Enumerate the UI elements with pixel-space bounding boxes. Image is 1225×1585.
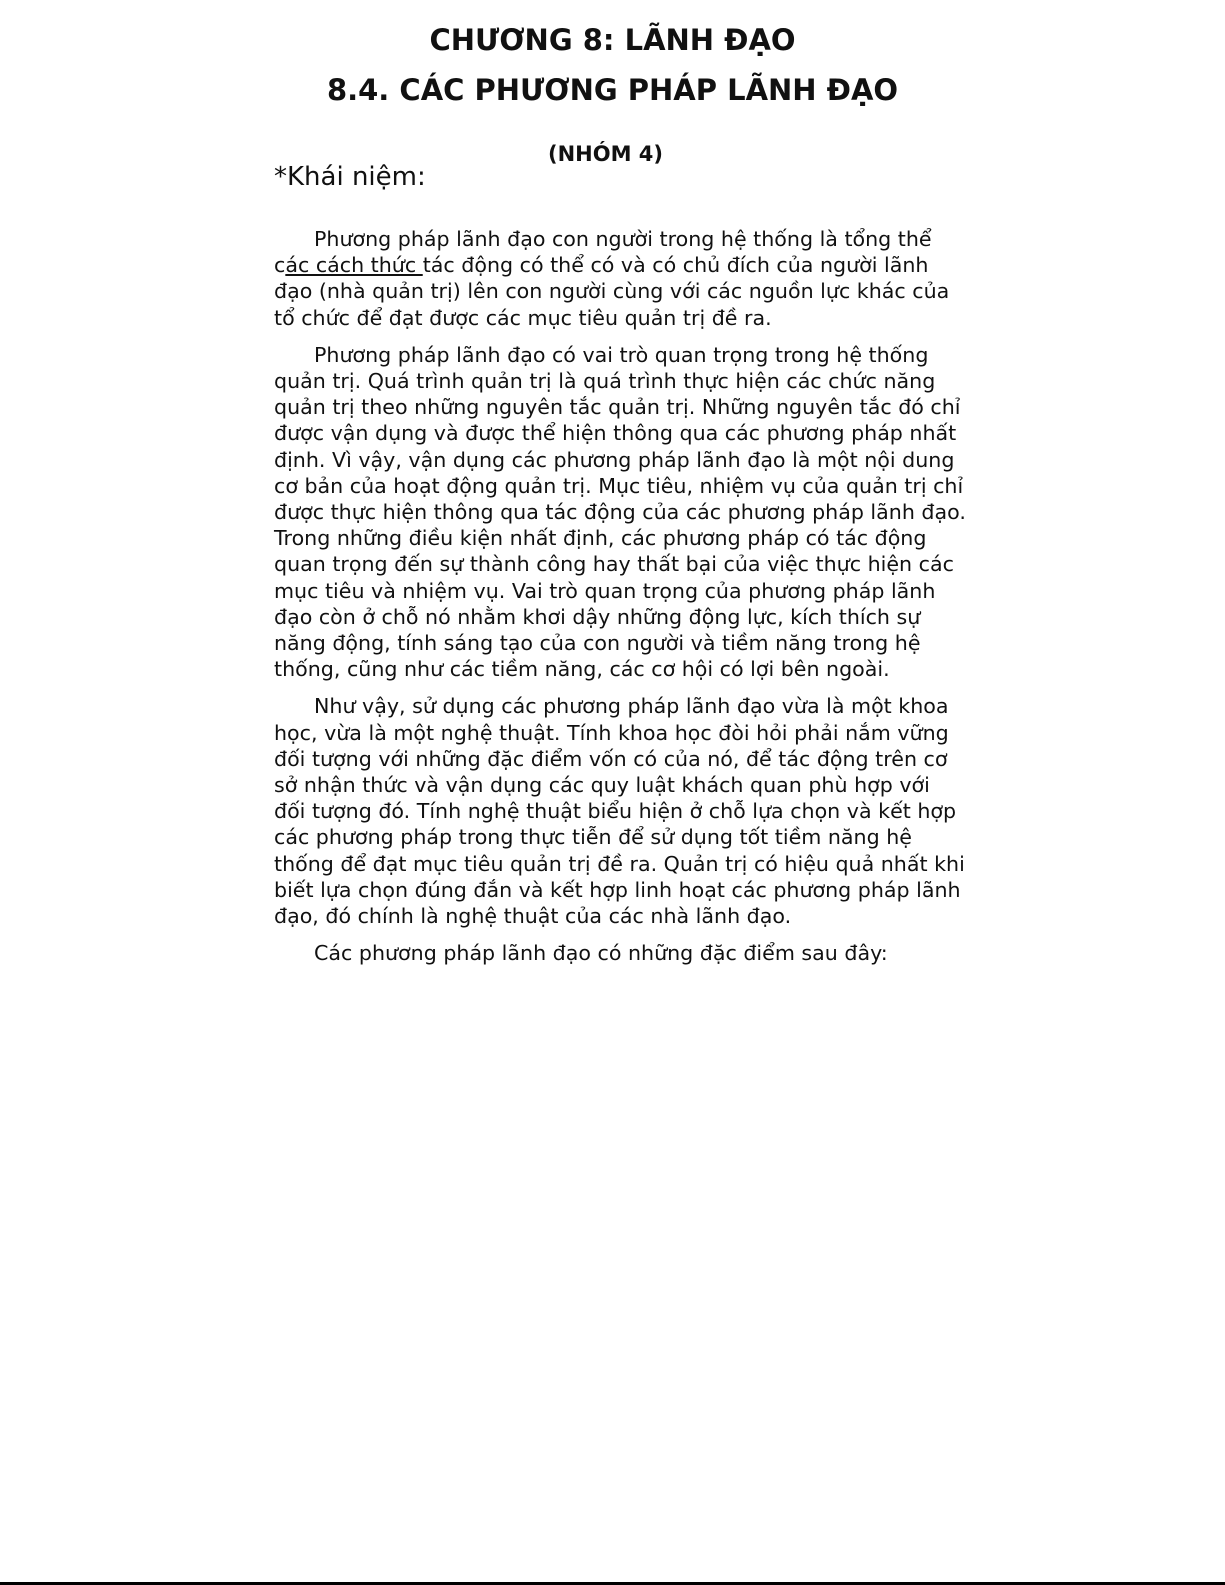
paragraph-definition — [274, 226, 966, 331]
chapter-title: CHƯƠNG 8: LÃNH ĐẠO — [429, 23, 796, 57]
underlined-phrase: ác cách thức — [285, 253, 423, 278]
paragraph-characteristics-intro: Các phương pháp lãnh đạo có những đặc điểm sau đây: — [314, 941, 888, 966]
body-text — [274, 226, 966, 977]
paragraph-definition-start: Phương pháp lãnh đạo con người trong hệ thống là tổng thể c — [274, 227, 932, 278]
paragraph-role: Phương pháp lãnh đạo có vai trò quan trọng trong hệ thống quản trị. Quá trình quản trị là quá trình thực hiện các chức năng quản trị theo những nguyên tắc quản trị. Những nguyên tắc đó chỉ được vận dụng và được thể hiện thông qua các phương pháp nhất định. Vì vậy, vận dụng các phương pháp lãnh đạo là một nội dung cơ bản của hoạt động quản trị. Mục tiêu, nhiệm vụ của quản trị chỉ được thực hiện thông qua tác động của các phương pháp lãnh đạo. Trong những điều kiện nhất định, các phương pháp có tác động quan trọng đến sự thành công hay thất bại của việc thực hiện các mục tiêu và nhiệm vụ. Vai trò quan trọng của phương pháp lãnh đạo còn ở chỗ nó nhằm khơi dậy những động lực, kích thích sự năng động, tính sáng tạo của con người và tiềm năng trong hệ thống, cũng như các tiềm năng, các cơ hội có lợi bên ngoài. — [274, 342, 966, 682]
group-label: (NHÓM 4) — [548, 142, 664, 166]
concept-heading: *Khái niệm: — [274, 162, 426, 192]
paragraph-science-art: Như vậy, sử dụng các phương pháp lãnh đạo vừa là một khoa học, vừa là một nghệ thuật. Tính khoa học đòi hỏi phải nắm vững đối tượng với những đặc điểm vốn có của nó, để tác động trên cơ sở nhận thức và vận dụng các quy luật khách quan phù hợp với đối tượng đó. Tính nghệ thuật biểu hiện ở chỗ lựa chọn và kết hợp các phương pháp trong thực tiễn để sử dụng tốt tiềm năng hệ thống để đạt mục tiêu quản trị đề ra. Quản trị có hiệu quả nhất khi biết lựa chọn đúng đắn và kết hợp linh hoạt các phương pháp lãnh đạo, đó chính là nghệ thuật của các nhà lãnh đạo. — [274, 694, 965, 929]
paragraph-definition-end: tác động có thể có và có chủ đích của người lãnh đạo (nhà quản trị) lên con người cùng với các nguồn lực khác của tổ chức để đạt được các mục tiêu quản trị đề ra. — [274, 253, 950, 330]
section-title: 8.4. CÁC PHƯƠNG PHÁP LÃNH ĐẠO — [326, 73, 899, 107]
